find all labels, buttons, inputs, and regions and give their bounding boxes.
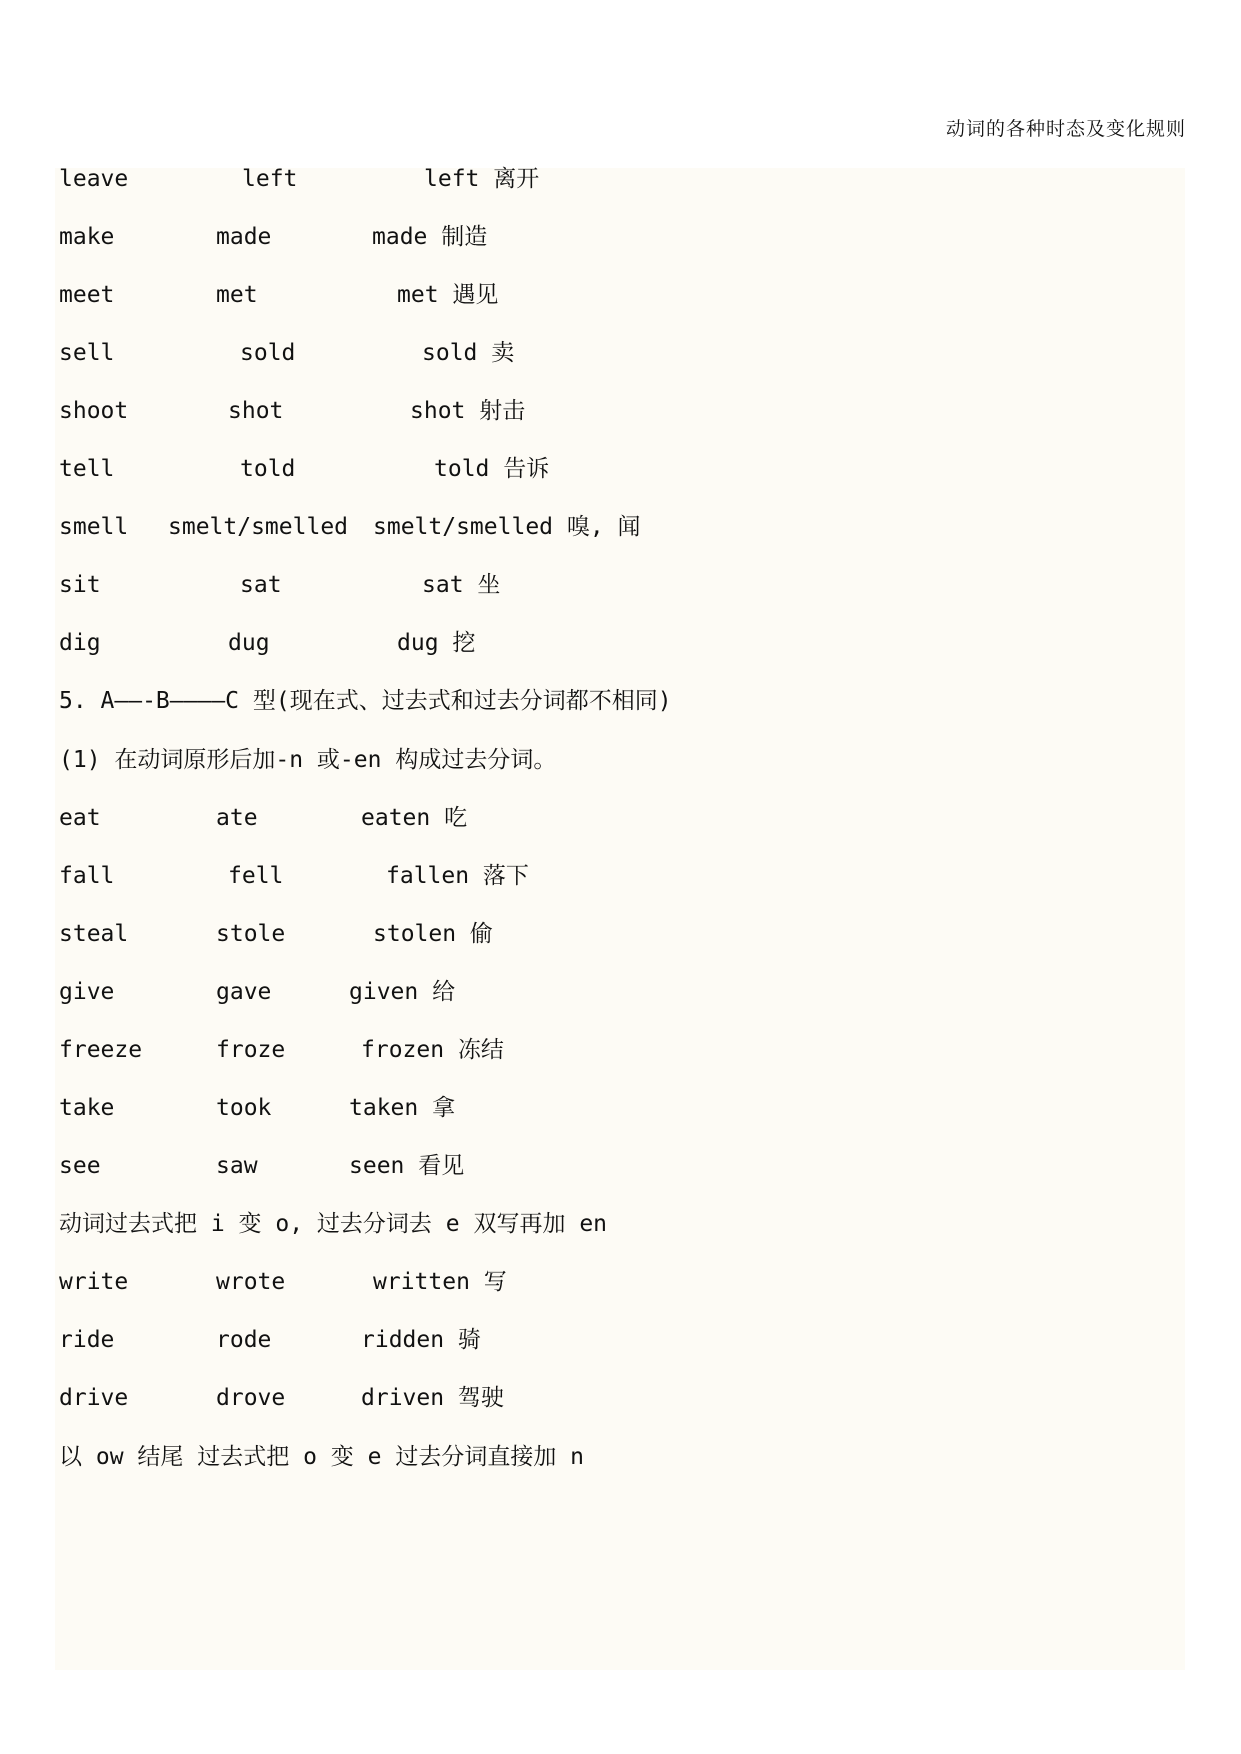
verb-base: eat (59, 805, 101, 831)
rule-note: 以 ow 结尾 过去式把 o 变 e 过去分词直接加 n (59, 1444, 585, 1470)
verb-past-participle: told 告诉 (434, 456, 550, 482)
verb-past: ate (216, 805, 258, 831)
verb-base: dig (59, 630, 101, 656)
verb-base: shoot (59, 398, 129, 424)
verb-base: ride (59, 1327, 115, 1353)
verb-past-participle: stolen 偷 (373, 921, 493, 947)
verb-past-participle: eaten 吃 (361, 805, 468, 831)
verb-past-participle: met 遇见 (397, 282, 499, 308)
verb-past-participle: frozen 冻结 (361, 1037, 504, 1063)
verb-past-participle: fallen 落下 (386, 863, 529, 889)
section-heading: 5. A——-B————C 型(现在式、过去式和过去分词都不相同) (59, 688, 672, 714)
verb-row (59, 1320, 481, 1360)
verb-base: give (59, 979, 115, 1005)
verb-base: leave (59, 166, 129, 192)
verb-past: drove (216, 1385, 286, 1411)
verb-row (59, 623, 476, 663)
verb-past: fell (228, 863, 284, 889)
verb-past-participle: written 写 (373, 1269, 507, 1295)
verb-row (59, 972, 456, 1012)
verb-past: froze (216, 1037, 286, 1063)
verb-base: freeze (59, 1037, 143, 1063)
verb-row (59, 798, 468, 838)
verb-past-participle: ridden 骑 (361, 1327, 481, 1353)
verb-row (59, 914, 493, 954)
verb-base: meet (59, 282, 115, 308)
rule-note: 动词过去式把 i 变 o, 过去分词去 e 双写再加 en (59, 1211, 608, 1237)
verb-past: rode (216, 1327, 272, 1353)
verb-past-participle: shot 射击 (410, 398, 526, 424)
verb-past: told (240, 456, 296, 482)
verb-base: make (59, 224, 115, 250)
verb-base: drive (59, 1385, 129, 1411)
verb-row (59, 159, 540, 199)
verb-base: take (59, 1095, 115, 1121)
verb-past: saw (216, 1153, 258, 1179)
verb-past-participle: seen 看见 (349, 1153, 465, 1179)
page-header-title: 动词的各种时态及变化规则 (945, 118, 1186, 140)
verb-past-participle: sat 坐 (422, 572, 501, 598)
verb-row (59, 1146, 465, 1186)
verb-past: met (216, 282, 258, 308)
verb-row (59, 565, 501, 605)
verb-row (59, 1262, 507, 1302)
verb-past-participle: given 给 (349, 979, 456, 1005)
verb-row (59, 217, 488, 257)
verb-past: left (242, 166, 298, 192)
verb-past: gave (216, 979, 272, 1005)
verb-past: stole (216, 921, 286, 947)
verb-past-participle: driven 驾驶 (361, 1385, 504, 1411)
verb-row (59, 1378, 504, 1418)
verb-base: smell (59, 514, 129, 540)
verb-row (59, 333, 515, 373)
verb-past-participle: taken 拿 (349, 1095, 456, 1121)
verb-past-participle: dug 挖 (397, 630, 476, 656)
verb-past: smelt/smelled (168, 514, 349, 540)
verb-row (59, 1030, 504, 1070)
verb-row (59, 1088, 456, 1128)
verb-base: steal (59, 921, 129, 947)
verb-row (59, 449, 550, 489)
verb-past: shot (228, 398, 284, 424)
verb-base: sit (59, 572, 101, 598)
verb-past: wrote (216, 1269, 286, 1295)
verb-base: fall (59, 863, 115, 889)
verb-row (59, 391, 526, 431)
verb-past-participle: sold 卖 (422, 340, 515, 366)
verb-past: sold (240, 340, 296, 366)
verb-past: made (216, 224, 272, 250)
verb-base: write (59, 1269, 129, 1295)
verb-past-participle: smelt/smelled 嗅, 闻 (373, 514, 641, 540)
verb-past-participle: left 离开 (424, 166, 540, 192)
verb-past: dug (228, 630, 270, 656)
verb-past: took (216, 1095, 272, 1121)
verb-past: sat (240, 572, 282, 598)
verb-past-participle: made 制造 (372, 224, 488, 250)
rule-note: (1) 在动词原形后加-n 或-en 构成过去分词。 (59, 747, 557, 773)
verb-base: see (59, 1153, 101, 1179)
verb-base: tell (59, 456, 115, 482)
document-body (55, 168, 1185, 1670)
verb-row (59, 275, 499, 315)
verb-base: sell (59, 340, 115, 366)
verb-row (59, 507, 641, 547)
verb-row (59, 856, 529, 896)
